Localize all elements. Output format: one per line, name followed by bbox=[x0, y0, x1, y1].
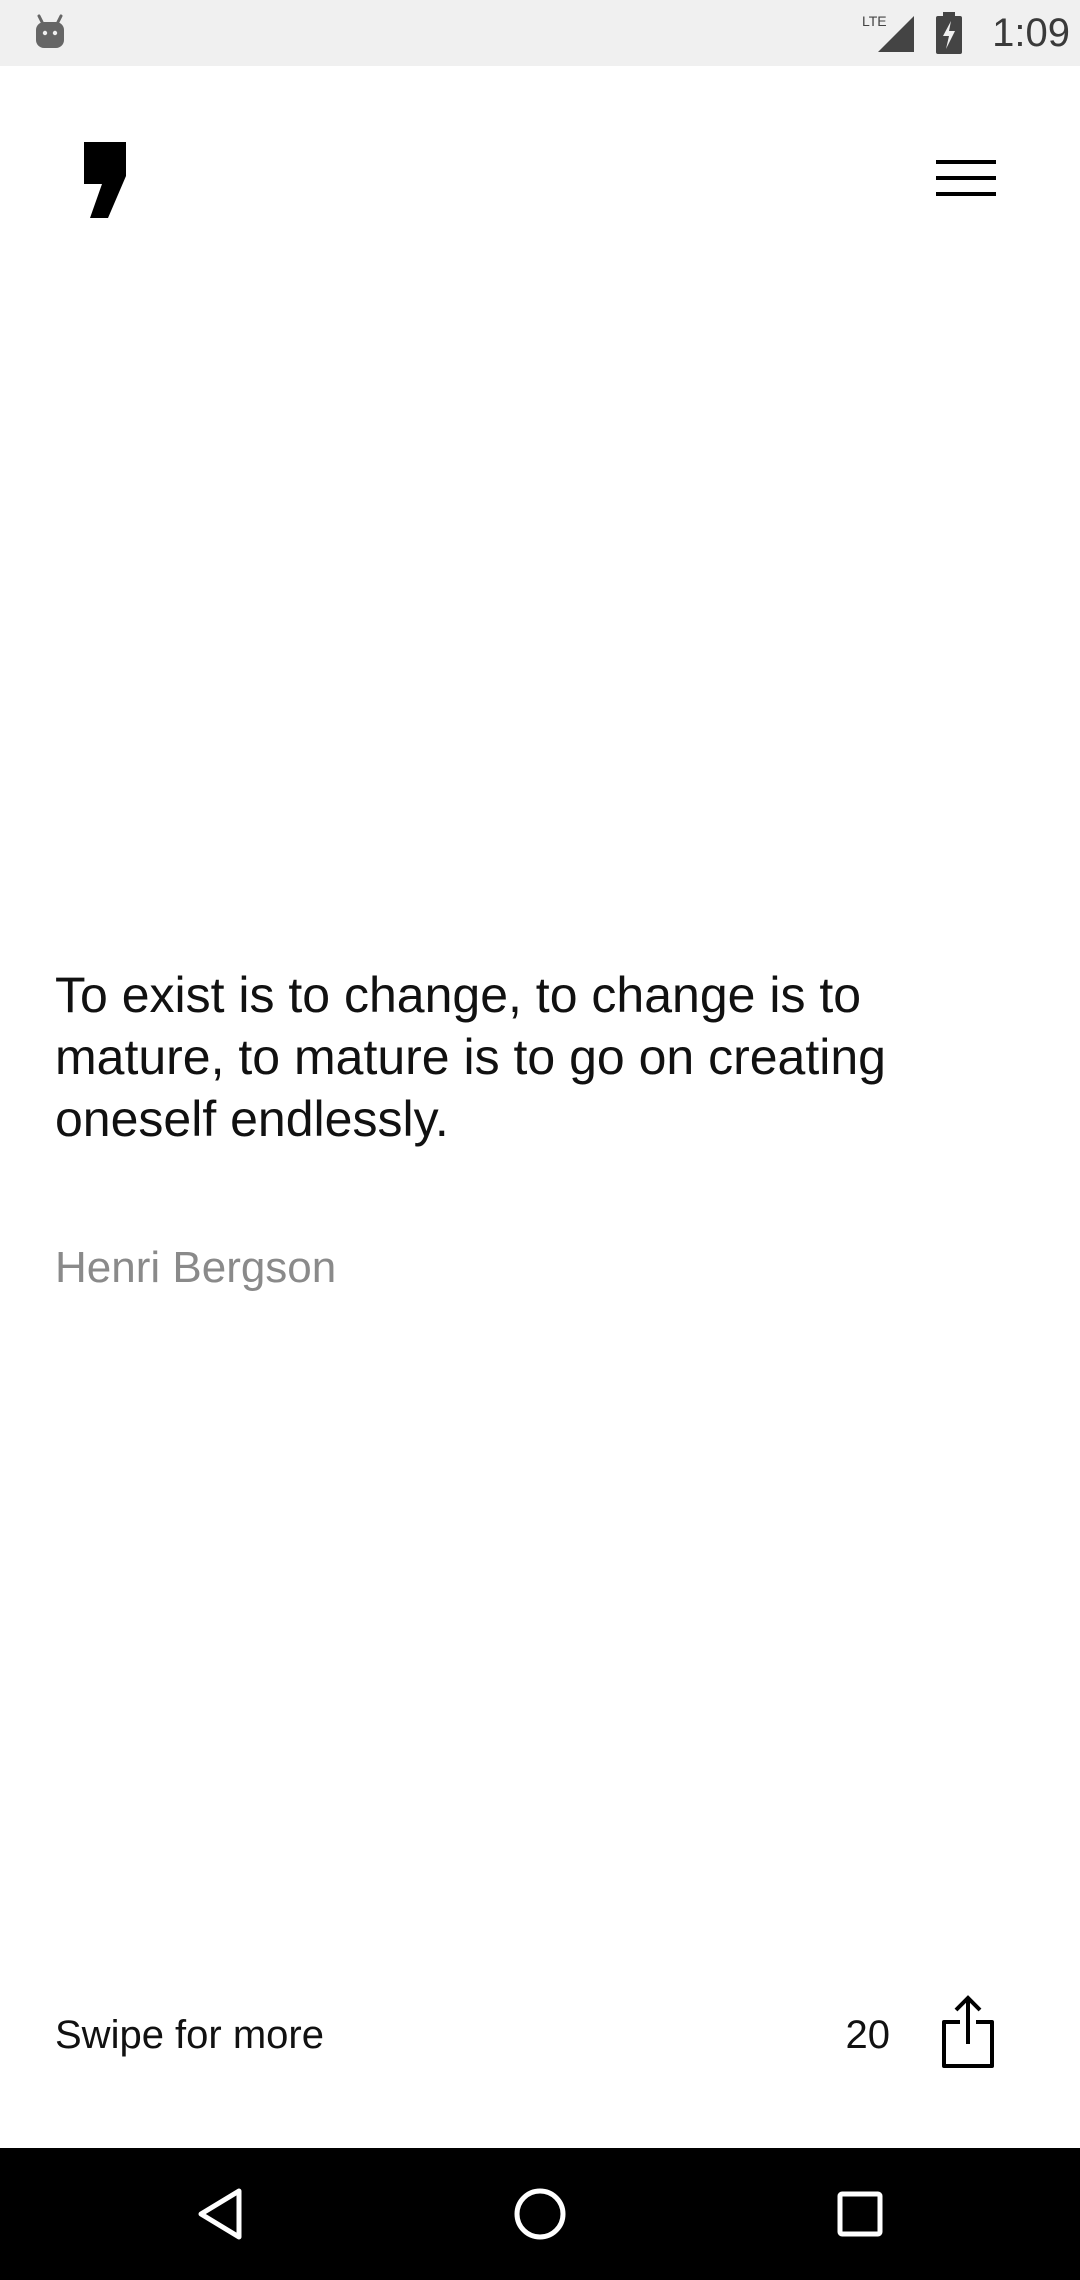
navigation-bar bbox=[0, 2148, 1080, 2280]
quote-text: To exist is to change, to change is to mature, to mature is to go on creating oneself endlessly. bbox=[55, 967, 886, 1147]
hamburger-menu-icon bbox=[936, 158, 996, 198]
recents-square-icon bbox=[836, 2190, 884, 2238]
quote-block bbox=[55, 964, 1015, 1296]
share-icon bbox=[938, 1994, 998, 2070]
recents-button[interactable] bbox=[822, 2176, 898, 2252]
share-button[interactable] bbox=[930, 1990, 1006, 2074]
quote-count: 20 bbox=[845, 2013, 890, 2057]
lte-signal-icon bbox=[862, 12, 916, 54]
back-button[interactable] bbox=[182, 2176, 258, 2252]
back-triangle-icon bbox=[195, 2187, 245, 2241]
comma-logo-icon bbox=[80, 140, 128, 218]
quote-author: Henri Bergson bbox=[55, 1243, 337, 1292]
swipe-for-more-label: Swipe for more bbox=[55, 2013, 324, 2057]
status-bar bbox=[0, 0, 1080, 66]
status-time: 1:09 bbox=[992, 11, 1070, 55]
home-button[interactable] bbox=[502, 2176, 578, 2252]
home-circle-icon bbox=[512, 2186, 568, 2242]
battery-charging-icon bbox=[934, 12, 964, 54]
network-label: LTE bbox=[862, 13, 887, 29]
menu-button[interactable] bbox=[928, 148, 1004, 208]
android-icon bbox=[34, 14, 66, 50]
